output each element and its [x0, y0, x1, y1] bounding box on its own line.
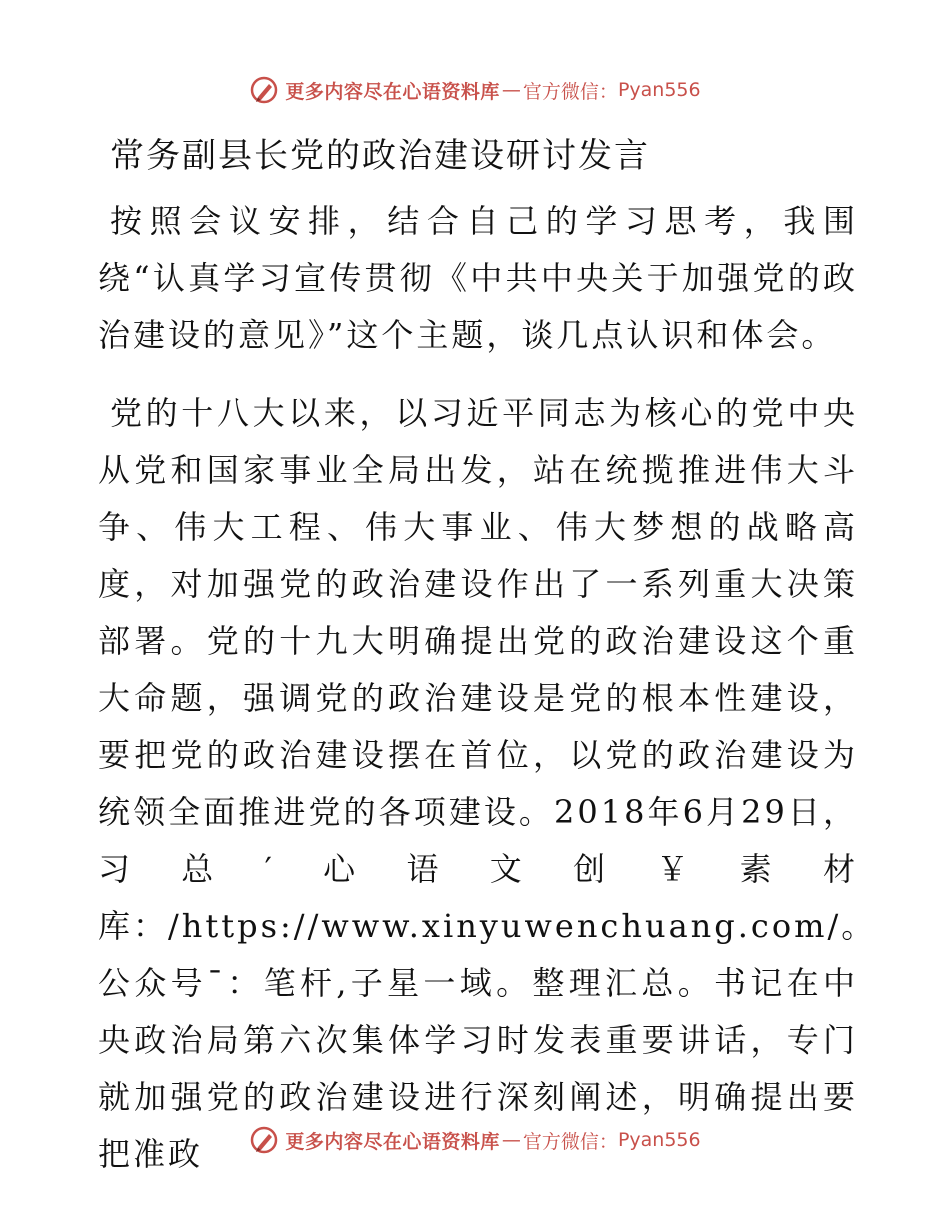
footer-watermark: [0, 1120, 950, 1160]
pen-logo-icon: [249, 75, 279, 105]
watermark-dash: —: [501, 1129, 521, 1151]
watermark-brand-text: 更多内容尽在心语资料库: [285, 80, 500, 103]
watermark-wechat-id: Pyan556: [617, 79, 701, 101]
watermark-wechat-id: Pyan556: [617, 1129, 701, 1151]
watermark-brand-text: 更多内容尽在心语资料库: [285, 1130, 500, 1153]
document-title: 常务副县长党的政治建设研讨发言: [110, 136, 650, 176]
watermark-official-label: 官方微信：: [522, 80, 618, 103]
paragraph-intro: 按照会议安排，结合自己的学习思考，我围绕“认真学习宣传贯彻《中共中央关于加强党的政治建设的意见》”这个主题，谈几点认识和体会。: [98, 202, 858, 354]
watermark-official-label: 官方微信：: [522, 1130, 618, 1153]
header-watermark: [0, 70, 950, 110]
pen-logo-icon: [249, 1125, 279, 1155]
watermark-dash: —: [501, 79, 521, 101]
paragraph-body: 党的十八大以来，以习近平同志为核心的党中央从党和国家事业全局出发，站在统揽推进伟大斗争、伟大工程、伟大事业、伟大梦想的战略高度，对加强党的政治建设作出了一系列重大决策部署。党的十九大明确提出党的政治建设这个重大命题，强调党的政治建设是党的根本性建设，要把党的政治建设摆在首位，以党的政治建设为统领全面推进党的各项建设。2018年6月29日，习总′心语文创￥素材库：/https://www.xinyuwenchuang.com/。公众号¯：笔杆,子星一域。整理汇总。书记在中央政治局第六次集体学习时发表重要讲话，专门就加强党的政治建设进行深刻阐述，明确提出要把准政: [98, 394, 877, 1173]
